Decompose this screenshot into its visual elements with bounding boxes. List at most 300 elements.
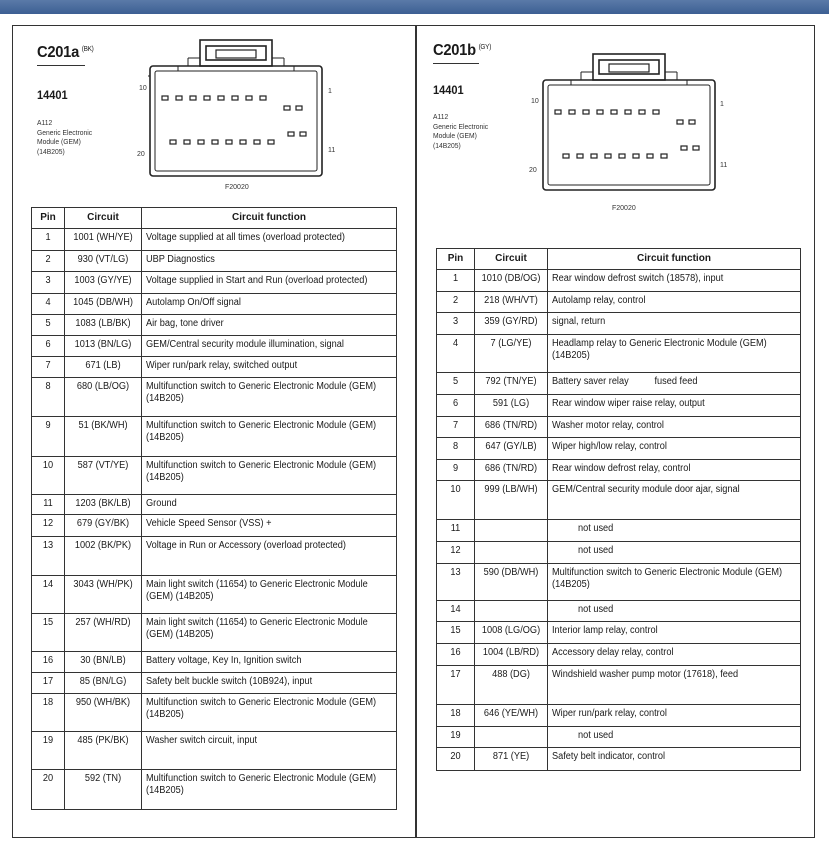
function-text: Ground: [146, 498, 177, 509]
function-cell: [142, 336, 397, 357]
pin-cell: [32, 576, 65, 614]
circuit-function: [146, 420, 390, 444]
circuit-code: 1013 (BN/LG): [74, 339, 132, 350]
table-row: [32, 732, 397, 770]
circuit-code: 686 (TN/RD): [484, 420, 538, 431]
function-cell: [142, 315, 397, 336]
circuit-code: 680 (LB/OG): [76, 381, 130, 392]
circuit-cell: [475, 666, 548, 705]
table-row: [437, 292, 801, 313]
circuit-cell: [475, 622, 548, 644]
circuit-code: 85 (BN/LG): [79, 676, 127, 687]
pin-number: 7: [452, 420, 459, 431]
function-cell: [548, 395, 801, 417]
circuit-code: 1003 (GY/YE): [74, 275, 132, 286]
function-cell: [548, 335, 801, 373]
function-text: Multifunction switch to Generic Electronic Module (GEM) (14B205): [146, 381, 377, 404]
pin-cell: [32, 336, 65, 357]
circuit-code: 1008 (LG/OG): [481, 625, 541, 636]
table-row: [32, 336, 397, 357]
circuit-header: Circuit: [65, 208, 142, 229]
circuit-code: 590 (DB/WH): [483, 567, 539, 578]
function-cell: [548, 564, 801, 601]
circuit-code: 3043 (WH/PK): [73, 579, 133, 590]
table-row: [437, 395, 801, 417]
pin-cell: [32, 515, 65, 537]
pin-cell: [437, 644, 475, 666]
function-text: not used: [578, 730, 614, 741]
pin-cell: [437, 601, 475, 622]
table-row: [437, 705, 801, 727]
pin-number: 16: [450, 647, 461, 658]
table-row: [437, 666, 801, 705]
pin-number: 4: [45, 297, 51, 308]
figure-id: F20020: [225, 184, 249, 191]
function-text: GEM/Central security module illumination, signal: [146, 339, 344, 350]
pin-number: 5: [45, 318, 51, 329]
pin-cell: [32, 378, 65, 417]
function-cell: [142, 770, 397, 810]
function-text: Multifunction switch to Generic Electronic Module (GEM) (14B205): [146, 460, 377, 483]
pin-number: 2: [452, 295, 459, 306]
circuit-code: 51 (BK/WH): [78, 420, 128, 431]
function-text: Wiper high/low relay, control: [552, 441, 667, 452]
table-row: [32, 457, 397, 495]
function-cell: [548, 727, 801, 748]
circuit-code: 587 (VT/YE): [77, 460, 129, 471]
circuit-code: 1203 (BK/LB): [75, 498, 131, 509]
pin-header: Pin: [437, 249, 475, 270]
table-row: [32, 770, 397, 810]
table-row: [437, 460, 801, 481]
function-cell: [548, 292, 801, 313]
circuit-cell: [475, 601, 548, 622]
circuit-function: [146, 655, 390, 667]
circuit-code: 218 (WH/VT): [484, 295, 538, 306]
circuit-cell: [475, 395, 548, 417]
table-row: [32, 614, 397, 652]
pin-label-11: 11: [720, 162, 728, 169]
pin-cell: [437, 292, 475, 313]
pin-cell: [32, 229, 65, 251]
circuit-function: [146, 254, 390, 266]
function-text: Washer switch circuit, input: [146, 735, 258, 746]
circuit-code: 792 (TN/YE): [485, 376, 537, 387]
circuit-cell: [65, 673, 142, 694]
table-row: [32, 576, 397, 614]
circuit-cell: [65, 417, 142, 457]
circuit-code: 647 (GY/LB): [485, 441, 537, 452]
circuit-code: 488 (DG): [492, 669, 530, 680]
circuit-cell: [65, 457, 142, 495]
circuit-cell: [65, 294, 142, 315]
part-number: 14401: [37, 88, 68, 102]
function-text: Multifunction switch to Generic Electronic Module (GEM) (14B205): [146, 697, 377, 720]
pin-cell: [437, 727, 475, 748]
pin-cell: [437, 666, 475, 705]
circuit-code: 591 (LG): [492, 398, 530, 409]
pin-cell: [437, 542, 475, 564]
pin-cell: [437, 481, 475, 520]
circuit-cell: [475, 292, 548, 313]
pin-number: 5: [452, 376, 459, 387]
function-cell: [142, 495, 397, 515]
function-text: not used: [578, 604, 614, 615]
circuit-function: [552, 316, 794, 328]
table-row: [437, 727, 801, 748]
circuit-function: [146, 735, 390, 747]
function-text: Battery voltage, Key In, Ignition switch: [146, 655, 302, 666]
function-cell: [548, 601, 801, 622]
circuit-cell: [475, 564, 548, 601]
table-header-row: [437, 249, 801, 270]
circuit-function: [146, 676, 390, 688]
function-cell: [142, 614, 397, 652]
circuit-function: [552, 338, 794, 362]
function-cell: [548, 481, 801, 520]
function-text: Interior lamp relay, control: [552, 625, 658, 636]
circuit-function: [578, 545, 795, 557]
pin-number: 7: [45, 360, 51, 371]
pin-cell: [32, 495, 65, 515]
function-cell: [142, 457, 397, 495]
connector-title: [37, 44, 94, 62]
table-row: [437, 542, 801, 564]
circuit-function: [552, 647, 794, 659]
table-row: [32, 272, 397, 294]
pin-cell: [437, 705, 475, 727]
table-row: [32, 417, 397, 457]
function-text: Autolamp relay, control: [552, 295, 646, 306]
circuit-function: [552, 751, 794, 763]
function-text: Rear window defrost switch (18578), input: [552, 273, 724, 284]
circuit-function: [578, 523, 795, 535]
pin-cell: [32, 251, 65, 272]
function-cell: [142, 673, 397, 694]
pin-number: 1: [45, 232, 51, 243]
pin-number: 18: [42, 697, 54, 708]
pin-cell: [32, 357, 65, 378]
table-row: [32, 537, 397, 576]
circuit-code: 671 (LB): [85, 360, 121, 371]
connector-diagram: [541, 52, 717, 194]
circuit-cell: [65, 652, 142, 673]
circuit-function: [552, 484, 794, 496]
function-cell: [548, 705, 801, 727]
pin-number: 20: [450, 751, 461, 762]
connector-title: [433, 42, 491, 60]
pin-number: 16: [42, 655, 54, 666]
connector-name: C201a: [37, 44, 80, 61]
circuit-function: [146, 232, 390, 244]
circuit-function: [552, 463, 794, 475]
pin-label-1: 1: [328, 88, 332, 95]
pin-number: 18: [450, 708, 461, 719]
table-row: [437, 373, 801, 395]
function-cell: [548, 622, 801, 644]
circuit-code: 485 (PK/BK): [77, 735, 129, 746]
pin-cell: [437, 373, 475, 395]
circuit-cell: [475, 481, 548, 520]
table-row: [32, 515, 397, 537]
pin-number: 4: [452, 338, 459, 349]
circuit-cell: [475, 417, 548, 438]
pin-number: 17: [42, 676, 54, 687]
function-header: Circuit function: [548, 249, 801, 270]
table-row: [437, 438, 801, 460]
circuit-cell: [65, 357, 142, 378]
circuit-header: Circuit: [475, 249, 548, 270]
pin-number: 12: [450, 545, 461, 556]
pin-cell: [32, 457, 65, 495]
pin-cell: [32, 652, 65, 673]
circuit-function: [146, 381, 390, 405]
table-row: [437, 313, 801, 335]
table-row: [437, 270, 801, 292]
circuit-function: [146, 275, 390, 287]
table-row: [32, 229, 397, 251]
function-text: not used: [578, 523, 614, 534]
table-row: [32, 315, 397, 336]
pin-cell: [32, 537, 65, 576]
circuit-code: 950 (WH/BK): [75, 697, 131, 708]
function-text: Multifunction switch to Generic Electronic Module (GEM) (14B205): [552, 567, 783, 590]
left-pin-table: [31, 207, 397, 810]
pin-label-10: 10: [531, 98, 539, 105]
function-text: Headlamp relay to Generic Electronic Module (GEM) (14B205): [552, 338, 767, 361]
pin-number: 13: [450, 567, 461, 578]
function-cell: [548, 460, 801, 481]
module-description: A112 Generic Electronic Module (GEM) (14B205): [433, 112, 489, 150]
right-pin-table: [436, 248, 801, 771]
pin-number: 6: [45, 339, 51, 350]
function-cell: [548, 520, 801, 542]
function-text: Multifunction switch to Generic Electronic Module (GEM) (14B205): [146, 420, 377, 443]
table-row: [437, 335, 801, 373]
pin-cell: [437, 395, 475, 417]
function-header: Circuit function: [142, 208, 397, 229]
table-row: [437, 417, 801, 438]
function-cell: [142, 294, 397, 315]
table-row: [437, 481, 801, 520]
circuit-cell: [65, 614, 142, 652]
circuit-cell: [475, 727, 548, 748]
circuit-function: [552, 669, 794, 681]
function-cell: [548, 270, 801, 292]
circuit-cell: [475, 270, 548, 292]
circuit-cell: [475, 460, 548, 481]
function-cell: [548, 542, 801, 564]
pin-label-1: 1: [720, 101, 724, 108]
function-text: Accessory delay relay, control: [552, 647, 674, 658]
circuit-cell: [65, 537, 142, 576]
circuit-cell: [65, 229, 142, 251]
circuit-code: 999 (LB/WH): [484, 484, 538, 495]
pin-cell: [32, 732, 65, 770]
function-cell: [548, 644, 801, 666]
pin-cell: [437, 335, 475, 373]
pin-number: 8: [452, 441, 459, 452]
circuit-function: [552, 441, 794, 453]
pin-number: 6: [452, 398, 459, 409]
pin-cell: [437, 520, 475, 542]
table-row: [437, 748, 801, 771]
function-text: Wiper run/park relay, switched output: [146, 360, 298, 371]
table-row: [32, 694, 397, 732]
table-row: [32, 251, 397, 272]
pin-number: 2: [45, 254, 51, 265]
pin-cell: [32, 614, 65, 652]
circuit-function: [146, 773, 390, 797]
circuit-code: 930 (VT/LG): [77, 254, 129, 265]
pin-header: Pin: [32, 208, 65, 229]
circuit-function: [146, 460, 390, 484]
circuit-function: [146, 318, 390, 330]
pin-cell: [437, 564, 475, 601]
circuit-function: [552, 295, 794, 307]
figure-id: F20020: [612, 205, 636, 212]
pin-cell: [437, 270, 475, 292]
function-cell: [142, 652, 397, 673]
function-text: UBP Diagnostics: [146, 254, 215, 265]
table-row: [437, 601, 801, 622]
function-text: Autolamp On/Off signal: [146, 297, 241, 308]
pin-cell: [437, 460, 475, 481]
function-cell: [548, 417, 801, 438]
pin-number: 17: [450, 669, 461, 680]
circuit-function: [552, 567, 794, 591]
circuit-cell: [65, 251, 142, 272]
pin-number: 11: [43, 498, 53, 509]
pin-number: 9: [45, 420, 51, 431]
function-cell: [142, 576, 397, 614]
circuit-code: 7 (LG/YE): [490, 338, 532, 349]
function-cell: [142, 357, 397, 378]
circuit-cell: [65, 770, 142, 810]
circuit-cell: [475, 542, 548, 564]
circuit-code: 686 (TN/RD): [484, 463, 538, 474]
circuit-function: [552, 376, 794, 388]
function-cell: [142, 417, 397, 457]
circuit-code: 679 (GY/BK): [76, 518, 130, 529]
function-text: Rear window defrost relay, control: [552, 463, 691, 474]
table-row: [32, 673, 397, 694]
function-text: Safety belt indicator, control: [552, 751, 666, 762]
table-row: [32, 378, 397, 417]
circuit-cell: [475, 335, 548, 373]
function-text: Multifunction switch to Generic Electronic Module (GEM) (14B205): [146, 773, 377, 796]
function-cell: [548, 373, 801, 395]
function-text: Safety belt buckle switch (10B924), input: [146, 676, 313, 687]
function-cell: [142, 251, 397, 272]
table-row: [437, 622, 801, 644]
circuit-function: [578, 730, 795, 742]
function-cell: [548, 313, 801, 335]
circuit-function: [146, 540, 390, 552]
circuit-function: [552, 625, 794, 637]
circuit-function: [552, 398, 794, 410]
circuit-code: 871 (YE): [492, 751, 530, 762]
circuit-cell: [475, 748, 548, 771]
function-cell: [142, 515, 397, 537]
function-cell: [142, 378, 397, 417]
circuit-cell: [475, 438, 548, 460]
connector-diagram: [148, 38, 324, 180]
circuit-code: 1004 (LB/RD): [482, 647, 540, 658]
circuit-code: 1045 (DB/WH): [73, 297, 133, 308]
circuit-code: 1001 (WH/YE): [73, 232, 133, 243]
circuit-cell: [475, 373, 548, 395]
function-cell: [142, 537, 397, 576]
circuit-function: [552, 420, 794, 432]
table-row: [32, 495, 397, 515]
pin-cell: [437, 313, 475, 335]
circuit-cell: [475, 705, 548, 727]
pin-cell: [32, 673, 65, 694]
part-number: 14401: [433, 83, 464, 97]
pin-cell: [32, 770, 65, 810]
pin-number: 15: [42, 617, 54, 628]
table-row: [32, 652, 397, 673]
circuit-cell: [65, 694, 142, 732]
circuit-cell: [65, 515, 142, 537]
circuit-cell: [475, 520, 548, 542]
pin-cell: [32, 315, 65, 336]
circuit-function: [146, 360, 390, 372]
circuit-cell: [475, 644, 548, 666]
function-cell: [142, 229, 397, 251]
pin-number: 1: [452, 273, 459, 284]
circuit-code: 257 (WH/RD): [75, 617, 131, 628]
connector-name: C201b: [433, 42, 476, 59]
circuit-cell: [65, 315, 142, 336]
connector-color-code: (GY): [478, 44, 492, 51]
function-text: Vehicle Speed Sensor (VSS) +: [146, 518, 272, 529]
function-text: Washer motor relay, control: [552, 420, 664, 431]
circuit-cell: [65, 495, 142, 515]
circuit-function: [146, 339, 390, 351]
circuit-cell: [65, 576, 142, 614]
circuit-code: 30 (BN/LB): [80, 655, 126, 666]
function-extra-text: fused feed: [654, 376, 698, 387]
function-text: Voltage in Run or Accessory (overload protected): [146, 540, 346, 551]
title-underline: [37, 65, 85, 66]
pin-number: 3: [45, 275, 51, 286]
circuit-function: [146, 518, 390, 530]
connector-color-code: (BK): [81, 46, 94, 53]
function-text: Wiper run/park relay, control: [552, 708, 667, 719]
table-row: [32, 294, 397, 315]
pin-label-20: 20: [137, 151, 145, 158]
function-text: signal, return: [552, 316, 606, 327]
pin-cell: [32, 417, 65, 457]
table-row: [437, 564, 801, 601]
circuit-code: 359 (GY/RD): [484, 316, 538, 327]
pin-label-10: 10: [139, 85, 147, 92]
function-cell: [548, 748, 801, 771]
function-cell: [548, 438, 801, 460]
table-row: [32, 357, 397, 378]
pin-cell: [32, 272, 65, 294]
pin-label-20: 20: [529, 167, 537, 174]
circuit-function: [552, 708, 794, 720]
title-underline: [433, 63, 479, 64]
circuit-cell: [65, 272, 142, 294]
function-text: Battery saver relay: [552, 376, 629, 387]
circuit-cell: [65, 732, 142, 770]
circuit-code: 646 (YE/WH): [483, 708, 539, 719]
pin-number: 14: [42, 579, 54, 590]
